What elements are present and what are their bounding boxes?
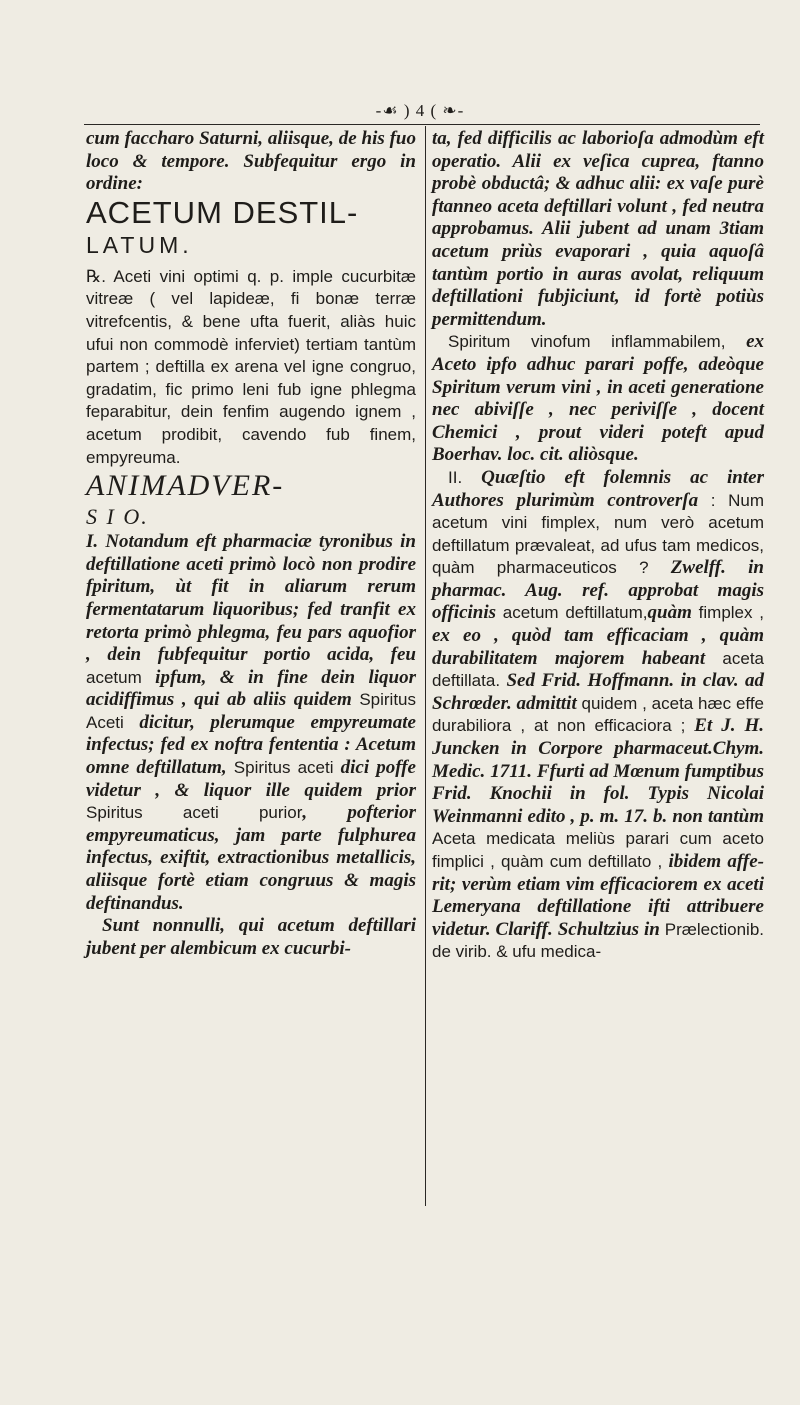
text-span: Quæſtio eft folemnis ac inter Authores plurimùm controverſa (432, 466, 764, 511)
text-span: Spiritus aceti purior (86, 803, 303, 823)
text-span: quidem , aceta hæc effe durabiliora , at non efficaciora ; (432, 693, 764, 736)
text-span: dicitur, plerumque empyreumate infectus; fed ex noftra fententia : Acetum omne deftillatum, (86, 711, 416, 779)
text-span: I. Notandum eft pharmaciæ tyronibus in deftillatione aceti primò locò non prodire fpiritum, ùt fit in aliarum rerum fermentatarum liquoribus; fed tranfit ex retorta primò phlegma, feu pars aquofior , dein fubfequitur portio acida, feu (86, 531, 416, 666)
left-column (86, 128, 416, 960)
paragraph-5 (432, 467, 764, 964)
text-span: acetum deftillatum, (496, 603, 648, 623)
text-span: Et J. H. Juncken in Corpore pharmaceut.Chym. Medic. 1711. Ffurti ad Mœnum fumptibus Frid. Knochii in fol. Typis Nicolai Weinmanni edito , p. m. 17. b. non tantùm (432, 715, 764, 827)
text-span: fimplex , (691, 603, 764, 623)
animadversio-heading: ANIMADVER- (86, 469, 285, 503)
text-span: : Num acetum vini fimplex, num verò acetum deftillatum prævaleat, ad ufus tam medicos, quàm pharmaceuticos ? (432, 490, 764, 578)
text-span: ex Aceto ipfo adhuc parari poffe, adeòque Spiritum verum vini , in aceti generatione nec abiviſſe , nec periviſſe , docent Chemici , prout videri poteft apud Boerhav. loc. cit. aliòsque. (432, 331, 764, 466)
text-span: ex eo , quòd tam efficaciam , quàm durabilitatem majorem habeant (432, 625, 764, 669)
header-rule (84, 124, 760, 125)
text-span: Spiritus Aceti (86, 690, 416, 732)
text-span: , pofterior empyreumaticus, jam parte fulphurea infectus, exiftit, extractionibus metallicis, aliisque fortè etiam congruus & magis deftinandus. (86, 802, 416, 914)
paragraph-3: ta, fed difficilis ac laborioſa admodùm eft operatio. Alii ex veſica cuprea, ftanno probè obductâ; & adhuc alii: ex vaſe purè ftanneo aceta deftillari volunt , fed neutra approbamus. Alii jubent ad unam 3tiam acetum priùs evaporari , quia aquoſâ tantùm portio in auras avolat, reliquum deftillationi fubjiciunt, id fortè potiùs permittendum. (432, 128, 764, 330)
text-span: Aceta medicata meliùs parari cum aceto fimplici , quàm cum deftillato , (432, 829, 764, 871)
paragraph-4 (432, 331, 764, 467)
paragraph-2: Sunt nonnulli, qui acetum deftillari jubent per alembicum ex cucurbi- (86, 915, 416, 959)
text-span: Spiritum vinofum inflammabilem, (448, 332, 747, 352)
column-divider (425, 126, 426, 1206)
text-span: Sed Frid. Hoffmann. in clav. ad Schrœder. admittit (432, 670, 764, 714)
intro-text: cum faccharo Saturni, aliisque, de his fuo loco & tempore. Subfequitur ergo in ordine: (86, 128, 416, 195)
text-span: quàm (647, 602, 692, 624)
text-span: acetum (86, 667, 142, 687)
text-span: aceta deftillata. (432, 648, 765, 691)
text-span: Zwelff. in pharmac. Aug. ref. approbat magis officinis (432, 557, 764, 624)
text-span: Prælectionib. de virib. & ufu medica- (432, 919, 764, 962)
recipe-text: ℞. Aceti vini optimi q. p. imple cucurbitæ vitreæ ( vel lapideæ, fi bonæ terræ vitrefcentis, & bene ufta fuerit, aliàs huic ufui non commodè inferviet) tertiam tantùm partem ; deftilla ex arena vel igne congruo, gradatim, fic primo leni fub igne phlegma feparabitur, dein fenfim augendo ignem , acetum prodibit, cavendo fub finem, empyreuma. (86, 266, 416, 467)
running-header: -☙ ) 4 ( ❧- (375, 101, 465, 120)
animadversio-heading-cont: S I O. (86, 504, 149, 530)
section-title-cont: LATUM. (86, 231, 193, 258)
paragraph-1 (86, 531, 416, 915)
text-span: II. (448, 467, 482, 487)
text-span: dici poffe videtur , & liquor ille quidem prior (86, 757, 416, 801)
text-span: ibidem affe-rit; verùm etiam vim efficaciorem ex aceti Lemeryana deftillatione ifti attribuere videtur. Clariff. Schultzius in (432, 851, 764, 940)
text-span: Spiritus aceti (233, 758, 334, 778)
text-span: ipfum, & in fine dein liquor acidiffimus , qui ab aliis quidem (86, 666, 416, 711)
right-column (432, 128, 764, 964)
section-title: ACETUM DESTIL- (86, 194, 359, 230)
